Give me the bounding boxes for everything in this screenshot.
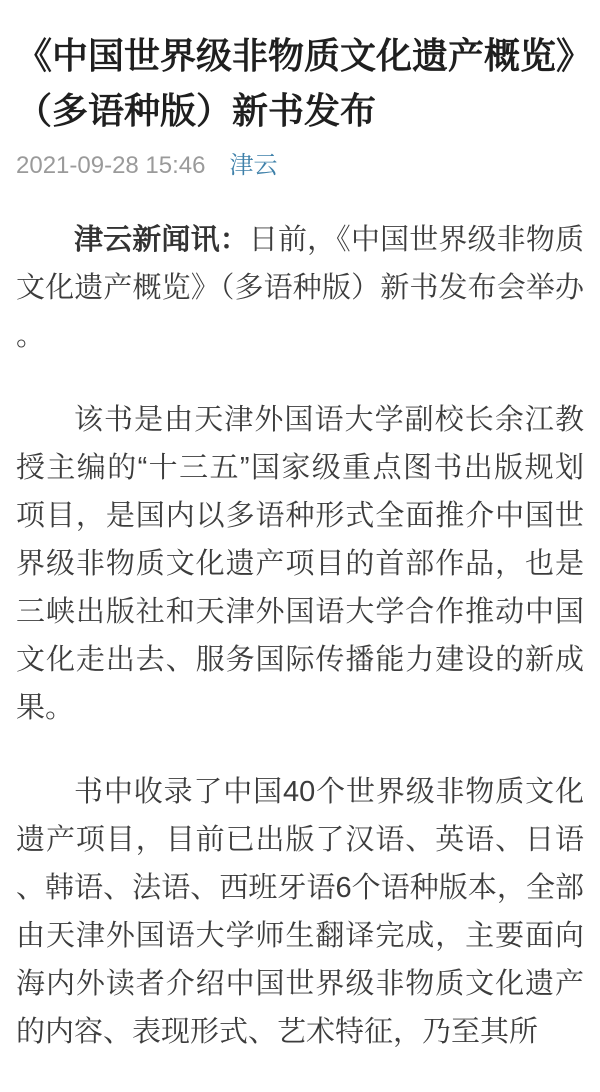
paragraph-text: 书中收录了中国40个世界级非物质文化遗产项目，目前已出版了汉语、英语、日语、韩语、法语、西班牙语6个语种版本，全部由天津外国语大学师生翻译完成，主要面向海内外读者介绍中国世界级非物质文化遗产的内容、表现形式、艺术特征，乃至其所: [16, 776, 584, 1048]
article-paragraph: [16, 216, 584, 360]
publish-date: 2021-09-28 15:46: [16, 152, 206, 179]
paragraph-text: 该书是由天津外国语大学副校长余江教授主编的“十三五”国家级重点图书出版规划项目，是国内以多语种形式全面推介中国世界级非物质文化遗产项目的首部作品，也是三峡出版社和天津外国语大学合作推动中国文化走出去、服务国际传播能力建设的新成果。: [16, 404, 584, 724]
source-link[interactable]: 津云: [229, 152, 278, 179]
article-title: 《中国世界级非物质文化遗产概览》（多语种版）新书发布: [16, 35, 575, 131]
article-paragraph: [16, 768, 584, 1056]
article-body: [16, 216, 584, 1056]
paragraph-text: 日前，《中国世界级非物质文化遗产概览》（多语种版）新书发布会举办。: [16, 224, 584, 352]
paragraph-lead: 津云新闻讯：: [74, 224, 249, 256]
article-page: [0, 28, 600, 1056]
article-paragraph: [16, 396, 584, 732]
article-meta: [16, 152, 584, 180]
